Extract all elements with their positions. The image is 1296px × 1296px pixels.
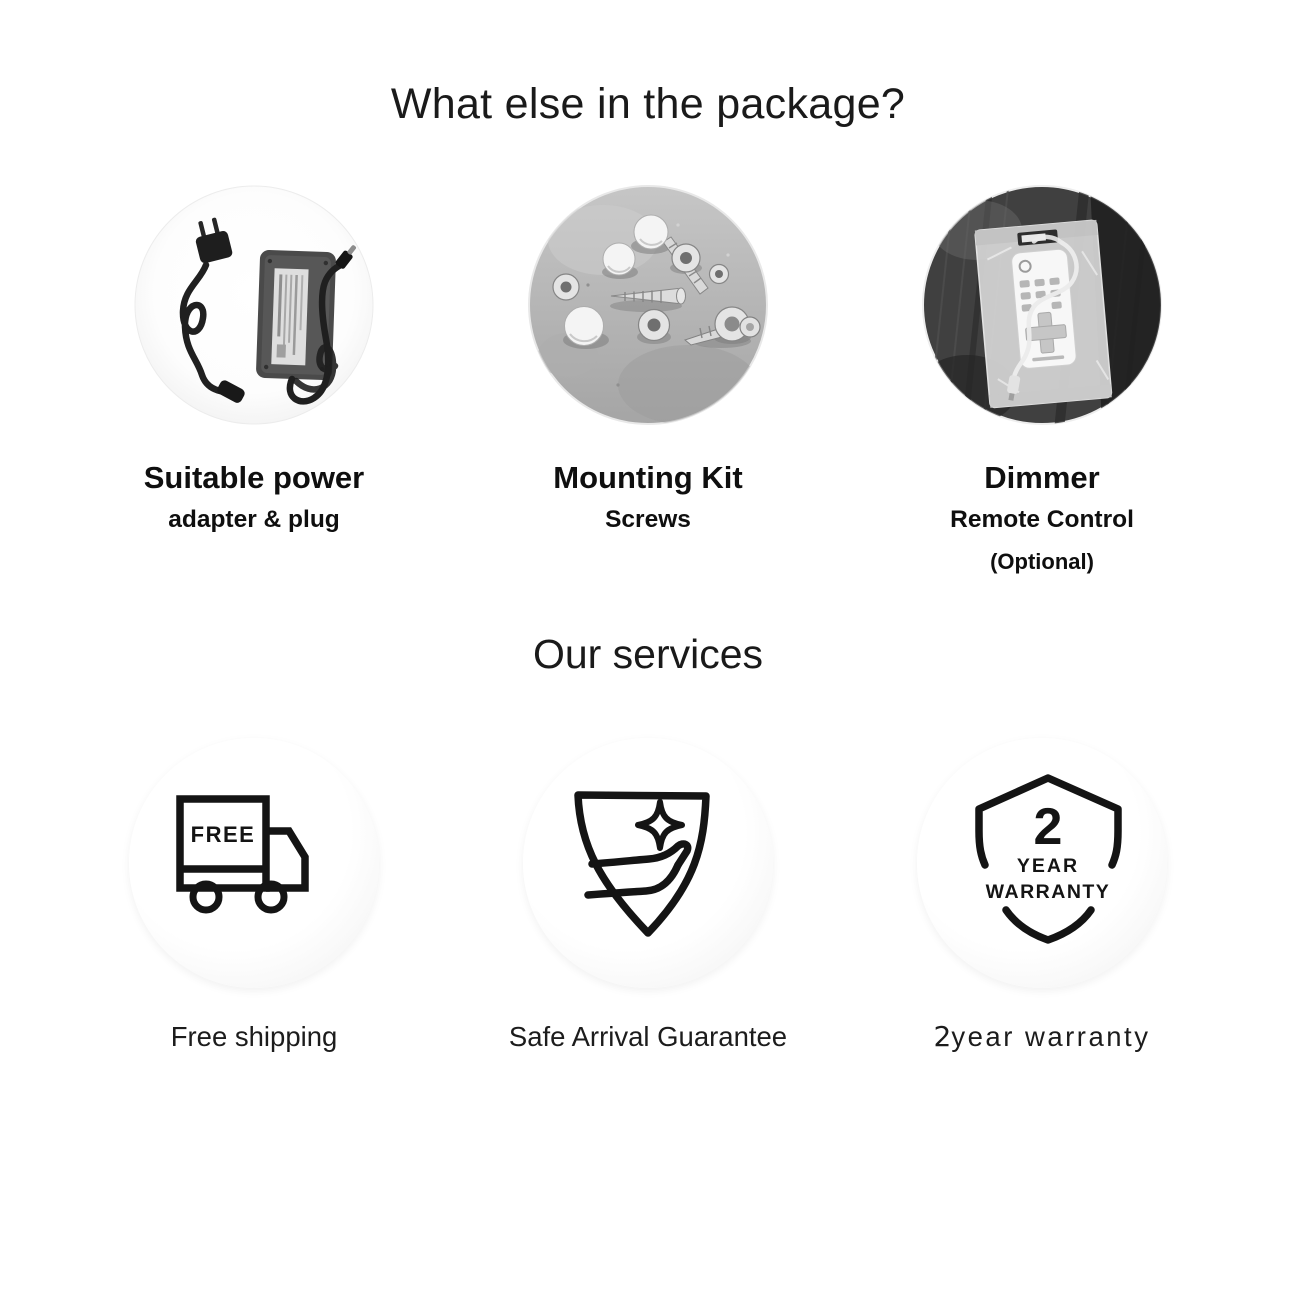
service-label-text: Safe Arrival Guarantee bbox=[508, 1020, 788, 1052]
package-section-title: What else in the package? bbox=[390, 80, 906, 128]
package-item-title: Mounting Kit bbox=[553, 460, 743, 495]
service-label bbox=[509, 1020, 787, 1053]
warranty-number-text: 2 bbox=[1033, 797, 1063, 856]
service-item-warranty bbox=[862, 738, 1222, 1054]
package-item-subtitle: adapter & plug bbox=[168, 506, 340, 534]
safe-arrival-shield-icon bbox=[528, 743, 768, 983]
package-item-subtitle: Screws bbox=[605, 506, 691, 534]
mounting-screws-photo bbox=[528, 185, 768, 425]
truck-free-text: FREE bbox=[190, 821, 256, 847]
service-label-text: year warranty bbox=[951, 1020, 1151, 1052]
two-year-warranty-shield-icon bbox=[922, 743, 1162, 983]
free-shipping-badge bbox=[129, 738, 379, 988]
package-item-note: (Optional) bbox=[990, 548, 1094, 574]
package-item-title: Suitable power bbox=[143, 460, 365, 495]
package-item-mounting-kit bbox=[468, 185, 828, 575]
safe-arrival-badge bbox=[523, 738, 773, 988]
package-item-title: Dimmer bbox=[984, 460, 1100, 495]
service-label-text: Free shipping bbox=[170, 1020, 338, 1052]
services-section-title: Our services bbox=[532, 630, 764, 677]
package-item-subtitle: Remote Control bbox=[950, 506, 1134, 534]
power-adapter-photo bbox=[134, 185, 374, 425]
package-item-power-adapter bbox=[74, 185, 434, 575]
service-item-free-shipping bbox=[74, 738, 434, 1054]
warranty-year-text: YEAR bbox=[1016, 854, 1080, 877]
service-label-prefix: 2 bbox=[933, 1019, 952, 1053]
warranty-badge bbox=[917, 738, 1167, 988]
package-item-caption bbox=[553, 459, 742, 535]
package-items-row bbox=[0, 185, 1296, 575]
services-items-row bbox=[0, 738, 1296, 1054]
service-label bbox=[171, 1020, 338, 1053]
dimmer-remote-photo bbox=[922, 185, 1162, 425]
warranty-warranty-text: WARRANTY bbox=[985, 880, 1111, 903]
free-shipping-truck-icon bbox=[134, 743, 374, 983]
service-label bbox=[934, 1020, 1151, 1054]
service-item-safe-arrival bbox=[468, 738, 828, 1054]
package-item-caption bbox=[950, 459, 1134, 575]
package-item-caption bbox=[144, 459, 364, 535]
package-item-dimmer bbox=[862, 185, 1222, 575]
